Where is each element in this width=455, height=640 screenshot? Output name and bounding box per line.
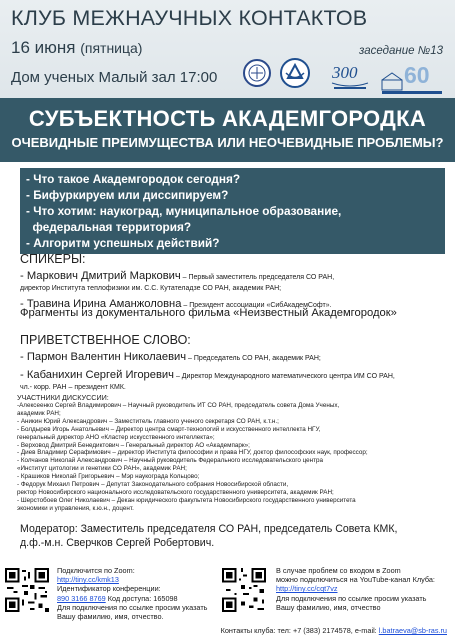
welcome-item bbox=[20, 349, 445, 365]
question-line: - Бифуркируем или диссипируем? bbox=[26, 188, 229, 202]
contacts-phone[interactable]: +7 (383) 2174578 bbox=[292, 626, 351, 635]
zoom-text bbox=[57, 594, 207, 603]
speaker-name: - Маркович Дмитрий Маркович bbox=[20, 270, 181, 282]
participant-line: - Шерстобоев Олег Николаевич – Декан юридического факультета Новосибирского государственного университета bbox=[17, 496, 356, 504]
participant-line: экономики и управления, к.ю.н., доцент. bbox=[17, 504, 134, 512]
header bbox=[0, 0, 455, 98]
club-title: КЛУБ МЕЖНАУЧНЫХ КОНТАКТОВ bbox=[11, 6, 368, 30]
speaker-role: – Президент ассоциации «СибАкадемСофт». bbox=[181, 302, 332, 309]
date-line bbox=[11, 38, 142, 58]
zoom-text: Для подключения по ссылке просим указать bbox=[57, 602, 208, 612]
youtube-info bbox=[276, 566, 435, 612]
participant-line: - Верховод Дмитрий Бенедиктович – Генеральный директор АО «Академпарк»; bbox=[17, 441, 250, 449]
welcome-name: - Кабанихин Сергей Игоревич bbox=[20, 369, 175, 381]
zoom-text: Вашу фамилию, имя, отчество. bbox=[57, 612, 164, 622]
speaker-item bbox=[20, 268, 445, 284]
welcome-name: - Пармон Валентин Николаевич bbox=[20, 351, 187, 363]
contacts-email-label: , e-mail: bbox=[350, 626, 379, 635]
moderator bbox=[20, 522, 445, 550]
svg-text:60: 60 bbox=[404, 62, 430, 88]
contacts-email-link[interactable]: l.batraeva@sb-ras.ru bbox=[378, 626, 447, 635]
zoom-link[interactable]: http://tiny.cc/kmk13 bbox=[57, 575, 119, 585]
meeting-number: заседание №13 bbox=[359, 45, 443, 57]
moderator-line: Модератор: Заместитель председателя СО РАН, председатель Совета КМК, bbox=[20, 523, 398, 535]
zoom-info bbox=[57, 566, 207, 621]
questions-box bbox=[20, 168, 445, 254]
speakers-section bbox=[20, 252, 445, 312]
welcome-role-cont: чл.- корр. РАН – президент КМК. bbox=[20, 384, 126, 391]
youtube-text: В случае проблем со входом в Zoom bbox=[276, 566, 401, 575]
participant-line: - Диев Владимир Серафимович – директор Института философии и права НГУ, доктор философских наук, профессор; bbox=[17, 449, 368, 457]
speaker-role-cont: директор Института теплофизики им. С.С. Кутателадзе СО РАН, академик РАН; bbox=[20, 285, 282, 292]
welcome-section bbox=[20, 333, 445, 392]
speaker-name: - Травина Ирина Аманжоловна bbox=[20, 298, 182, 310]
welcome-heading: ПРИВЕТСТВЕННОЕ СЛОВО: bbox=[20, 333, 191, 347]
sbras-emblem-icon bbox=[242, 56, 272, 96]
main-title: СУБЪЕКТНОСТЬ АКАДЕМГОРОДКА bbox=[28, 106, 427, 131]
contacts-label: Контакты клуба: тел: bbox=[220, 626, 293, 635]
svg-text:300: 300 bbox=[332, 63, 358, 82]
60-years-house-of-scientists-logo bbox=[380, 56, 444, 96]
zoom-conference-id[interactable]: 890 3166 8769 bbox=[57, 593, 106, 603]
welcome-item bbox=[20, 367, 445, 383]
film-line: Фрагменты из документального фильма «Неизвестный Академгородок» bbox=[20, 307, 397, 319]
participant-line: ректор Новосибирского национального исследовательского государственного университета, академик РАН; bbox=[17, 488, 334, 496]
ias-logo-icon bbox=[278, 56, 312, 96]
event-venue: Дом ученых Малый зал 17:00 bbox=[11, 69, 218, 86]
event-date: 16 июня bbox=[11, 38, 76, 57]
participant-line: генеральный директор АНО «Кластер искусственного интеллекта»; bbox=[17, 433, 215, 441]
welcome-role: – Директор Международного математического центра ИМ СО РАН, bbox=[174, 373, 395, 380]
participant-line: - Колчанов Николай Александрович – Научный руководитель Федерального исследовательского центра bbox=[17, 457, 324, 465]
question-line: - Алгоритм успешных действий? bbox=[26, 236, 220, 250]
participant-line: - Болдырев Игорь Анатольевич – Директор центра смарт-технологий и искусственного интеллекта НГУ, bbox=[17, 425, 321, 433]
youtube-text: можно подключиться на YouTube-канал Клуба: bbox=[276, 575, 435, 585]
participant-line: академик РАН; bbox=[17, 409, 61, 417]
participants-list bbox=[17, 402, 447, 513]
event-weekday: (пятница) bbox=[80, 40, 143, 56]
participant-line: - Аникин Юрий Александрович – Заместитель главного ученого секретаря СО РАН, к.т.н.; bbox=[17, 417, 279, 425]
participants-heading: УЧАСТНИКИ ДИСКУССИИ: bbox=[17, 393, 109, 402]
youtube-text: Вашу фамилию, имя, отчество bbox=[276, 602, 381, 612]
club-contacts bbox=[0, 626, 447, 635]
zoom-qr-code[interactable] bbox=[5, 568, 49, 612]
participant-line: - Федорук Михаил Петрович – Депутат Законодательного собрания Новосибирской области, bbox=[17, 481, 289, 489]
question-line: - Что такое Академгородок сегодня? bbox=[26, 172, 241, 186]
youtube-qr-code[interactable] bbox=[222, 568, 266, 612]
participants-section bbox=[17, 393, 447, 513]
welcome-role: – Председатель СО РАН, академик РАН; bbox=[186, 355, 321, 362]
zoom-access-code: Код доступа: 165098 bbox=[105, 593, 178, 603]
300-years-science-logo bbox=[328, 56, 372, 96]
youtube-text: Для подключения по ссылке просим указать bbox=[276, 593, 427, 603]
question-line: - Что хотим: наукоград, муниципальное образование, bbox=[26, 204, 342, 218]
participant-line: - Крашиков Николай Григорьевич – Мэр наукограда Кольцово; bbox=[17, 473, 200, 481]
question-line: федеральная территория? bbox=[26, 220, 192, 234]
participant-line: «Институт цитологии и генетики СО РАН», академик РАН; bbox=[17, 465, 187, 473]
speakers-heading: СПИКЕРЫ: bbox=[20, 252, 86, 266]
title-band bbox=[0, 98, 455, 162]
zoom-text: Идентификатор конференции: bbox=[57, 584, 161, 594]
youtube-link[interactable]: http://tiny.cc/cqt7vz bbox=[276, 584, 338, 594]
moderator-line: д.ф.-м.н. Сверчков Сергей Робертович. bbox=[20, 537, 215, 549]
main-subtitle: ОЧЕВИДНЫЕ ПРЕИМУЩЕСТВА ИЛИ НЕОЧЕВИДНЫЕ ПРОБЛЕМЫ? bbox=[11, 135, 444, 150]
speaker-role: – Первый заместитель председателя СО РАН, bbox=[180, 274, 335, 281]
zoom-text: Подключится по Zoom: bbox=[57, 566, 135, 575]
participant-line: -Алексеенко Сергей Владимирович – Научный руководитель ИТ СО РАН, председатель совета Дома Ученых, bbox=[17, 402, 340, 409]
logos bbox=[242, 56, 447, 96]
